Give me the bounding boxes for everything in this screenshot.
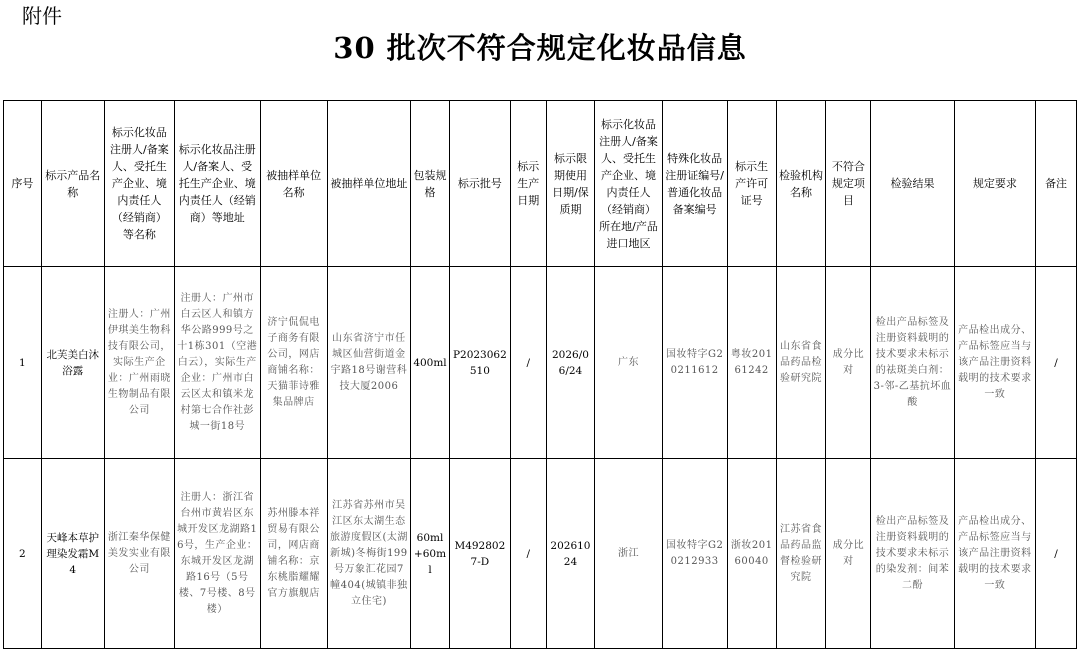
column-header: 包装规格: [411, 101, 450, 267]
table-cell: 济宁侃侃电子商务有限公司，网店商铺名称：天猫菲诗雅集品牌店: [260, 267, 327, 459]
nonconforming-cosmetics-table: [3, 100, 1077, 649]
table-cell: 注册人：广州伊琪美生物科技有限公司，实际生产企业：广州雨晓生物制品有限公司: [104, 267, 174, 459]
table-cell: M4928027-D: [449, 459, 510, 649]
column-header: 标示生产日期: [510, 101, 546, 267]
table-cell: 北芙美白沐浴露: [41, 267, 104, 459]
table-cell: 2: [4, 459, 42, 649]
table-cell: 江苏省食品药品监督检验研究院: [776, 459, 826, 649]
table-cell: 山东省食品药品检验研究院: [776, 267, 826, 459]
table-cell: /: [1036, 267, 1077, 459]
column-header: 标示产品名称: [41, 101, 104, 267]
column-header: 标示限期使用日期/保质期: [546, 101, 595, 267]
table-cell: 浙妆20160040: [727, 459, 776, 649]
column-header: 不符合规定项目: [826, 101, 871, 267]
column-header: 序号: [4, 101, 42, 267]
table-cell: 1: [4, 267, 42, 459]
table-cell: 天峰本草护理染发霜M4: [41, 459, 104, 649]
table-cell: P2023062510: [449, 267, 510, 459]
table-header-row: [4, 101, 1077, 267]
column-header: 被抽样单位名称: [260, 101, 327, 267]
column-header: 特殊化妆品注册证编号/普通化妆品备案编号: [662, 101, 727, 267]
table-cell: 检出产品标签及注册资料载明的技术要求未标示的染发剂：间苯二酚: [871, 459, 954, 649]
column-header: 被抽样单位地址: [327, 101, 410, 267]
table-cell: 浙江秦华保健美发实业有限公司: [104, 459, 174, 649]
column-header: 检验机构名称: [776, 101, 826, 267]
column-header: 规定要求: [954, 101, 1035, 267]
column-header: 标示化妆品注册人/备案人、受托生产企业、境内责任人（经销商）等地址: [175, 101, 261, 267]
column-header: 标示化妆品注册人/备案人、受托生产企业、境内责任人（经销商）所在地/产品进口地区: [595, 101, 662, 267]
table-cell: 20261024: [546, 459, 595, 649]
table-cell: 2026/06/24: [546, 267, 595, 459]
table-cell: 广东: [595, 267, 662, 459]
table-cell: 苏州滕本祥贸易有限公司，网店商铺名称：京东桃脂耀耀官方旗舰店: [260, 459, 327, 649]
table-row: [4, 267, 1077, 459]
column-header: 备注: [1036, 101, 1077, 267]
table-cell: 60ml+60ml: [411, 459, 450, 649]
table-cell: 400ml: [411, 267, 450, 459]
table-cell: 国妆特字G20212933: [662, 459, 727, 649]
table-cell: 山东省济宁市任城区仙营街道金宇路18号谢营科技大厦2006: [327, 267, 410, 459]
table-cell: 产品检出成分、产品标签应当与该产品注册资料载明的技术要求一致: [954, 267, 1035, 459]
column-header: 标示生产许可证号: [727, 101, 776, 267]
column-header: 检验结果: [871, 101, 954, 267]
table-cell: /: [510, 267, 546, 459]
table-cell: 成分比对: [826, 267, 871, 459]
table-cell: 注册人：广州市白云区人和镇方华公路999号之十1栋301（空港白云），实际生产企业：广州市白云区太和镇米龙村第七合作社彭城一街18号: [175, 267, 261, 459]
table-cell: 江苏省苏州市吴江区东太湖生态旅游度假区(太湖新城)冬梅街199号万象汇花园7幢404(城镇非独立住宅): [327, 459, 410, 649]
table-cell: /: [1036, 459, 1077, 649]
table-cell: 国妆特字G20211612: [662, 267, 727, 459]
table-row: [4, 459, 1077, 649]
document-title: 30 批次不符合规定化妆品信息: [333, 31, 747, 65]
table-cell: 浙江: [595, 459, 662, 649]
table-cell: 检出产品标签及注册资料载明的技术要求未标示的祛斑美白剂：3-邻-乙基抗坏血酸: [871, 267, 954, 459]
table-cell: 产品检出成分、产品标签应当与该产品注册资料载明的技术要求一致: [954, 459, 1035, 649]
table-cell: /: [510, 459, 546, 649]
table-cell: 注册人：浙江省台州市黄岩区东城开发区龙湖路16号，生产企业：东城开发区龙湖路16号（5号楼、7号楼、8号楼）: [175, 459, 261, 649]
attachment-label: 附件: [22, 4, 62, 28]
column-header: 标示批号: [449, 101, 510, 267]
column-header: 标示化妆品注册人/备案人、受托生产企业、境内责任人（经销商）等名称: [104, 101, 174, 267]
table-cell: 成分比对: [826, 459, 871, 649]
table-cell: 粤妆20161242: [727, 267, 776, 459]
